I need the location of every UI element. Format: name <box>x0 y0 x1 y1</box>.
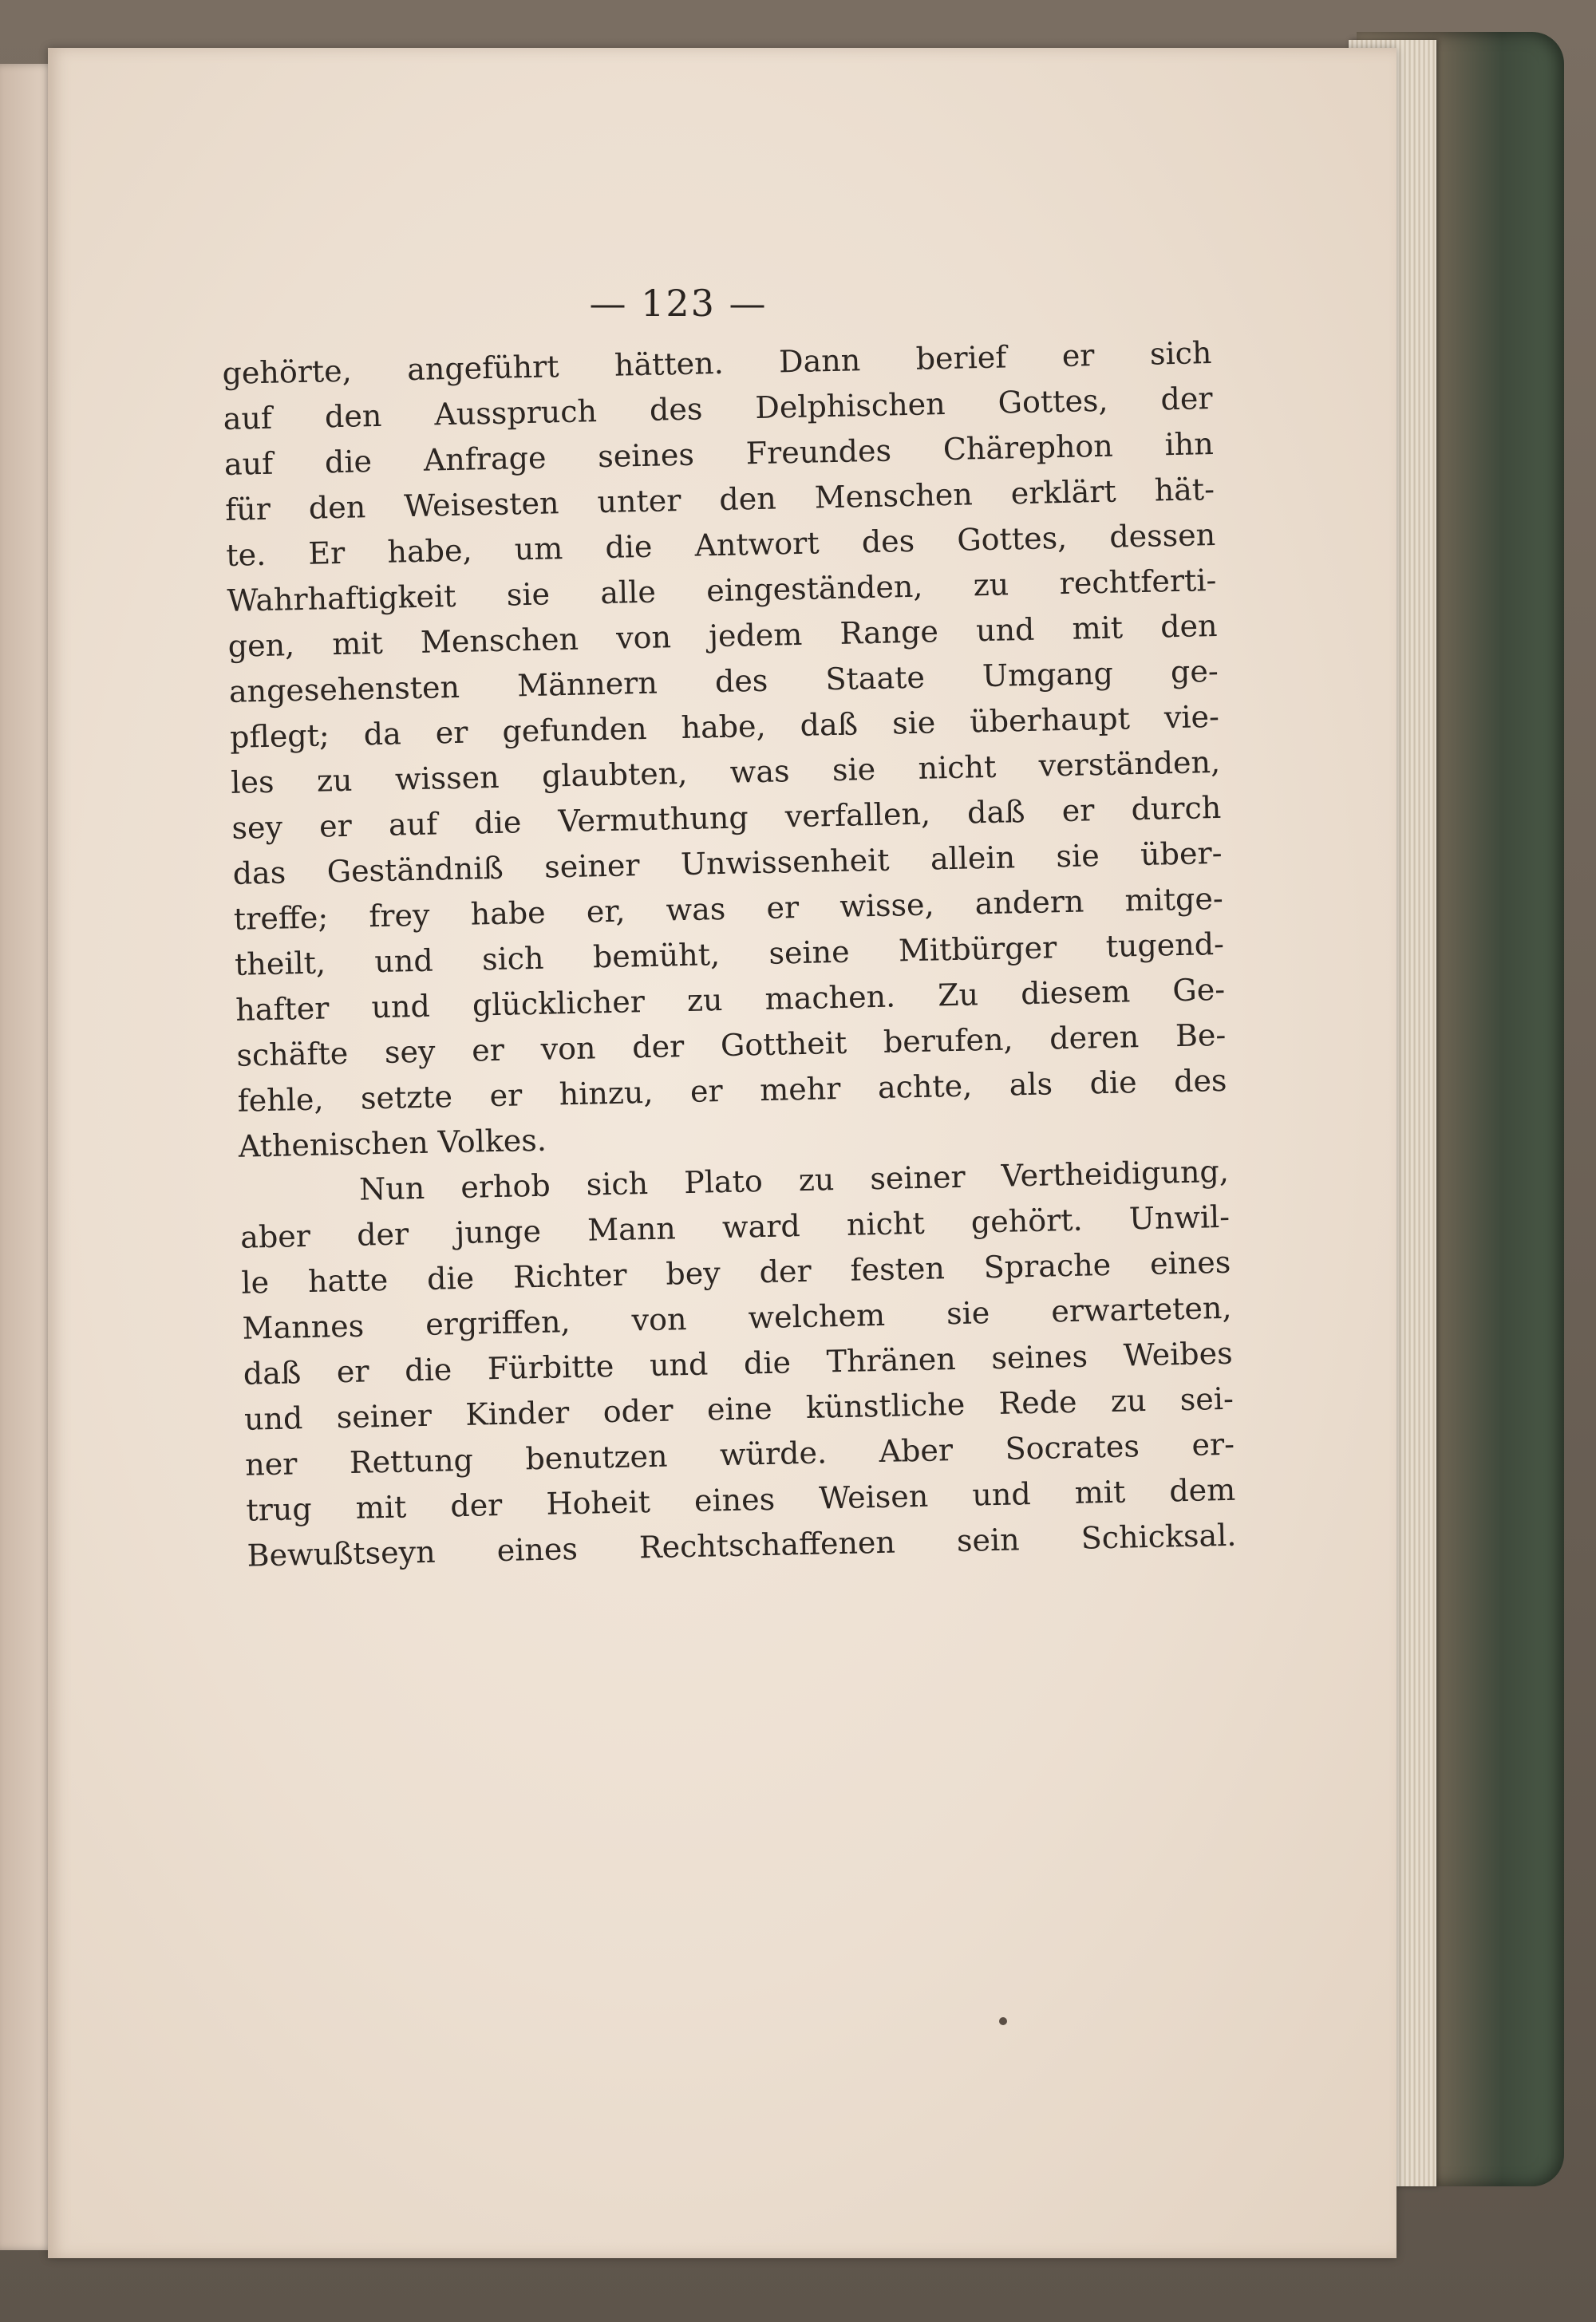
text-line: trug mit der Hoheit eines Weisen und mit dem <box>245 1471 1236 1528</box>
text-line: auf den Ausspruch des Delphischen Gottes, der <box>223 381 1213 436</box>
body-text <box>222 330 1237 1579</box>
text-line: gehörte, angeführt hätten. Dann berief er sich <box>222 335 1212 391</box>
text-line: te. Er habe, um die Antwort des Gottes, dessen <box>225 516 1216 573</box>
text-line: sey er auf die Vermuthung verfallen, daß er durch <box>231 789 1222 846</box>
text-line: Wahrhaftigkeit sie alle eingeständen, zu rechtferti- <box>227 562 1217 618</box>
text-line: Athenischen Volkes. <box>238 1122 547 1164</box>
text-line: schäfte sey er von der Gottheit berufen, deren Be- <box>236 1017 1227 1073</box>
page-number: — 123 — <box>589 282 768 325</box>
text-line: gen, mit Menschen von jedem Range und mit den <box>227 607 1218 664</box>
text-line: theilt, und sich bemüht, seine Mitbürger tugend- <box>234 926 1225 982</box>
text-line: pflegt; da er gefunden habe, daß sie überhaupt vie- <box>229 698 1220 755</box>
text-line-paragraph-start: Nun erhob sich Plato zu seiner Vertheidigung, <box>358 1153 1230 1207</box>
text-line: angesehensten Männern des Staate Umgang ge- <box>228 653 1219 709</box>
text-line: aber der junge Mann ward nicht gehört. Unwil- <box>239 1199 1231 1255</box>
text-line: daß er die Fürbitte und die Thränen seines Weibes <box>243 1335 1234 1392</box>
text-line: Bewußtseyn eines Rechtschaffenen sein Schicksal. <box>247 1517 1237 1574</box>
text-line: für den Weisesten unter den Menschen erklärt hät- <box>224 471 1215 527</box>
text-line: auf die Anfrage seines Freundes Chärephon ihn <box>223 426 1215 482</box>
text-line: Mannes ergriffen, von welchem sie erwarteten, <box>242 1289 1232 1346</box>
text-line: das Geständniß seiner Unwissenheit allein sie über- <box>232 835 1223 891</box>
text-line: und seiner Kinder oder eine künstliche Rede zu sei- <box>243 1380 1235 1437</box>
ink-dot <box>999 2017 1007 2025</box>
text-line: les zu wissen glaubten, was sie nicht verständen, <box>230 744 1221 800</box>
text-line: hafter und glücklicher zu machen. Zu diesem Ge- <box>235 971 1226 1028</box>
text-line: fehle, setzte er hinzu, er mehr achte, als die des <box>237 1062 1227 1119</box>
text-line: treffe; frey habe er, was er wisse, andern mitge- <box>233 880 1224 937</box>
text-line: le hatte die Richter bey der festen Sprache eines <box>241 1244 1231 1301</box>
text-line: ner Rettung benutzen würde. Aber Socrates er- <box>244 1426 1235 1483</box>
